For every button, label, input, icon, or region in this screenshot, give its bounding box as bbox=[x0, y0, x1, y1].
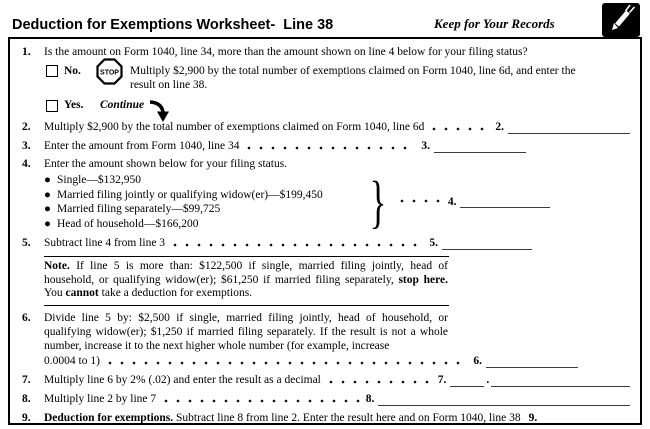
line-6-ref: 6. bbox=[473, 354, 482, 367]
answer-blank-6[interactable] bbox=[486, 356, 578, 368]
line-3-text: Enter the amount from Form 1040, line 34 bbox=[44, 140, 240, 152]
bullet-icon: ● bbox=[44, 203, 51, 215]
page-title: Deduction for Exemptions Worksheet- Line 38 bbox=[12, 17, 334, 33]
bullet-icon: ● bbox=[44, 188, 51, 201]
line-6-text-end: 0.0004 to 1) bbox=[44, 354, 100, 367]
line-number: 3. bbox=[22, 140, 31, 152]
line-9-text: Subtract line 8 from line 2. Enter the result here and on Form 1040, line 38 bbox=[173, 411, 521, 424]
item-1-yes-option bbox=[46, 95, 630, 115]
line-4-text: Enter the amount shown below for your filing status. bbox=[44, 158, 288, 170]
line-3-ref: 3. bbox=[421, 140, 430, 152]
line-number: 2. bbox=[22, 121, 31, 133]
line-number: 4. bbox=[22, 158, 31, 170]
filing-status-mfs: Married filing separately—$99,725 bbox=[57, 203, 221, 215]
note bbox=[44, 256, 449, 306]
line-7-text: Multiply line 6 by 2% (.02) and enter the result as a decimal bbox=[44, 373, 321, 386]
note-stop-here: stop here. bbox=[398, 273, 449, 286]
line-2-text: Multiply $2,900 by the total number of exemptions claimed on Form 1040, line 6d bbox=[44, 121, 425, 133]
dot-leader bbox=[432, 127, 489, 131]
line-8-text: Multiply line 2 by line 7 bbox=[44, 392, 157, 405]
item-1-no-option bbox=[46, 64, 630, 92]
no-checkbox[interactable] bbox=[46, 65, 58, 77]
bullet-icon: ● bbox=[44, 174, 51, 186]
line-5-ref: 5. bbox=[429, 237, 438, 249]
answer-blank-7-whole[interactable] bbox=[450, 375, 484, 387]
line-6-text: Divide line 5 by: $2,500 if single, married filing jointly, head of household, or qualifying widow(er); $1,250 if married filing separately. If the result is not a whole number, increase it to the next higher whole number (for example, increase bbox=[44, 311, 448, 352]
dot-leader bbox=[400, 199, 442, 203]
dot-leader bbox=[247, 146, 415, 150]
line-7-ref: 7. bbox=[437, 373, 447, 386]
no-label: No. bbox=[64, 65, 81, 77]
item-7 bbox=[22, 373, 630, 387]
worksheet-box bbox=[8, 37, 642, 425]
note-text: take a deduction for exemptions. bbox=[98, 287, 253, 299]
line-number: 8. bbox=[22, 392, 31, 405]
item-4-answer bbox=[392, 195, 642, 209]
item-9 bbox=[22, 411, 630, 425]
line-5-text: Subtract line 4 from line 3 bbox=[44, 237, 166, 249]
line-9-ref: 9. bbox=[528, 411, 538, 424]
no-instruction-text: Multiply $2,900 by the total number of exemptions claimed on Form 1040, line 6d, and enter the result on line 38. bbox=[130, 65, 576, 91]
line-2-ref: 2. bbox=[495, 121, 504, 133]
note-cannot: cannot bbox=[65, 287, 99, 299]
item-2 bbox=[22, 120, 630, 134]
item-5 bbox=[22, 236, 630, 250]
question-text: Is the amount on Form 1040, line 34, more than the amount shown on line 4 below for your filing status? bbox=[44, 46, 528, 58]
filing-status-hoh: Head of household—$166,200 bbox=[57, 217, 199, 230]
answer-blank-3[interactable] bbox=[434, 141, 526, 153]
filing-status-single: Single—$132,950 bbox=[57, 174, 142, 186]
item-4-choices bbox=[44, 169, 630, 234]
line-number: 9. bbox=[22, 411, 31, 424]
item-6-answer bbox=[44, 354, 630, 368]
dot-leader bbox=[173, 243, 423, 247]
filing-status-mfj: Married filing jointly or qualifying widow(er)—$199,450 bbox=[57, 188, 323, 201]
line-number: 1. bbox=[22, 46, 31, 58]
note-label: Note. bbox=[44, 260, 70, 272]
line-4-ref: 4. bbox=[447, 196, 457, 208]
list-item bbox=[44, 188, 362, 203]
list-item bbox=[44, 217, 362, 232]
yes-label: Yes. bbox=[64, 99, 84, 111]
stop-sign-label: STOP bbox=[100, 69, 119, 77]
note-text: If line 5 is more than: $122,500 if single, married filing jointly, head of household, or qualifying widow(er); $61,250 if married filing separately, bbox=[44, 260, 448, 286]
decimal-point: . bbox=[486, 373, 490, 386]
list-item bbox=[44, 202, 362, 217]
continue-label: Continue bbox=[100, 99, 145, 111]
line-number: 6. bbox=[22, 311, 31, 324]
answer-blank-4[interactable] bbox=[460, 196, 550, 208]
yes-checkbox[interactable] bbox=[46, 100, 58, 112]
answer-blank-8[interactable] bbox=[378, 394, 630, 406]
item-6 bbox=[22, 311, 630, 368]
line-9-bold-text: Deduction for exemptions. bbox=[44, 411, 174, 424]
dot-leader bbox=[108, 361, 467, 365]
line-number: 5. bbox=[22, 237, 31, 249]
pencil-icon bbox=[602, 3, 640, 37]
item-4 bbox=[22, 157, 630, 171]
item-3 bbox=[22, 139, 630, 153]
stop-sign-icon bbox=[96, 58, 123, 85]
keep-for-records-label: Keep for Your Records bbox=[434, 16, 555, 31]
item-1 bbox=[22, 45, 630, 59]
brace: } bbox=[369, 169, 387, 234]
note-text: You bbox=[44, 287, 66, 299]
list-item bbox=[44, 173, 362, 188]
line-number: 7. bbox=[22, 373, 31, 386]
worksheet-header bbox=[0, 0, 650, 37]
answer-blank-5[interactable] bbox=[442, 238, 532, 250]
answer-blank-2[interactable] bbox=[508, 122, 630, 134]
bullet-icon: ● bbox=[44, 217, 51, 230]
item-8 bbox=[22, 392, 630, 406]
filing-status-list bbox=[44, 173, 362, 231]
answer-blank-7-decimal[interactable] bbox=[491, 375, 630, 387]
dot-leader bbox=[164, 399, 360, 403]
dot-leader bbox=[329, 380, 432, 384]
line-8-ref: 8. bbox=[365, 392, 375, 405]
answer-blank-9[interactable] bbox=[541, 413, 630, 425]
